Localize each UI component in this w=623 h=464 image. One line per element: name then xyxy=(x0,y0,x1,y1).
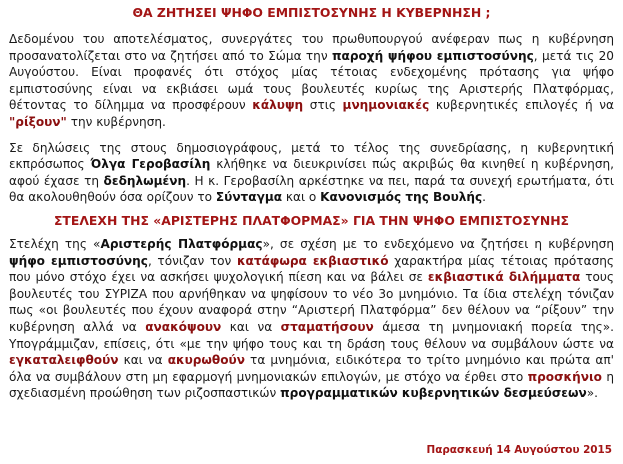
text-run: άμεσα τη μνημονιακή πορεία της». Υπογράμμιζαν, επίσεις, ότι «με την ψήφο τους και τη δράση τους θέλουν να συμβάλουν ώστε να xyxy=(9,319,615,351)
bold-phrase: κατάφωρα εκβιαστικό xyxy=(236,253,389,268)
bold-phrase: εκβιαστικά διλήμματα xyxy=(427,270,581,285)
bold-phrase: εγκαταλειφθούν xyxy=(9,353,119,368)
text-run: », σε σχέση με το ενδεχόμενο να ζητήσει η κυβέρνηση xyxy=(262,236,615,251)
text-run: κλήθηκε να διευκρινίσει πώς ακριβώς θα κινηθεί η κυβέρνηση, αφού έχασε τη xyxy=(9,157,615,188)
text-run: , τόνιζαν τον xyxy=(147,253,237,268)
bold-phrase: Όλγα Γεροβασίλη xyxy=(90,157,211,172)
bold-phrase: κάλυψη xyxy=(252,98,304,113)
text-run: Δεδομένου του αποτελέσματος, συνεργάτες του πρωθυπουργού ανέφεραν πως η κυβέρνηση προσανατολίζεται στο να ζητήσει από το Σώμα την xyxy=(9,32,614,63)
text-run: Σε δηλώσεις της στους δημοσιογράφους, μετά το τέλος της συνεδρίασης, η κυβερνητική εκπρόσωπος xyxy=(9,140,614,172)
bold-phrase: Κανονισμός της Βουλής xyxy=(320,190,483,205)
bold-phrase: προγραμματικών κυβερνητικών δεσμεύσεων xyxy=(280,386,587,401)
bold-phrase: δεδηλωμένη xyxy=(103,173,187,188)
text-run: και να xyxy=(118,353,168,368)
bold-phrase: ψήφο εμπιστοσύνης xyxy=(9,253,148,268)
bold-phrase: μνημονιακές xyxy=(342,98,430,113)
text-run: τα μνημόνια, ειδικότερα το τρίτο μνημόνιο και πρώτα απ' όλα να συμβάλουν στη μη εφαρμογή μνημονιακών επιλογών, με στόχο να έρθει στο xyxy=(9,353,615,384)
bold-phrase: προσκήνιο xyxy=(527,369,602,384)
text-run: την κυβέρνηση. xyxy=(66,114,166,129)
bold-phrase: παροχή ψήφου εμπιστοσύνης xyxy=(331,48,534,63)
text-run: , μετά τις 20 Αυγούστου. Είναι προφανές ότι στόχος μίας τέτοιας ενδεχομένης πρότασης για ψήφο εμπιστοσύνης είναι να εκβιάσει ωμά τους βουλευτές κυρίως της Αριστερής Πλατφόρμας, θέτοντας το δίλημμα να προσφέρουν xyxy=(9,48,614,113)
bold-phrase: "ρίξουν" xyxy=(9,114,67,129)
text-run: και να xyxy=(221,319,281,334)
bold-phrase: ακυρωθούν xyxy=(167,353,245,368)
bold-phrase: Σύνταγμα xyxy=(215,190,283,205)
text-run: ». xyxy=(586,386,598,401)
text-run: η σχεδιασμένη προώθηση των ριζοσπαστικών xyxy=(9,369,614,401)
paragraph-government-intent xyxy=(9,31,614,131)
bold-phrase: ανακόψουν xyxy=(145,319,222,334)
headline-vote-of-confidence: ΘΑ ΖΗΤΗΣΕΙ ΨΗΦΟ ΕΜΠΙΣΤΟΣΥΝΗΣ Η ΚΥΒΕΡΝΗΣΗ ; xyxy=(132,5,491,20)
paragraph-left-platform-reaction xyxy=(9,236,614,402)
publication-date: Παρασκευή 14 Αυγούστου 2015 xyxy=(426,444,612,456)
bold-phrase: Αριστερής Πλατφόρμας xyxy=(100,236,263,251)
text-run: και ο xyxy=(282,190,321,205)
headline-left-platform: ΣΤΕΛΕΧΗ ΤΗΣ «ΑΡΙΣΤΕΡΗΣ ΠΛΑΤΦΟΡΜΑΣ» ΓΙΑ ΤΗΝ ΨΗΦΟ ΕΜΠΙΣΤΟΣΥΝΗΣ xyxy=(53,212,570,228)
text-run: στις xyxy=(303,98,343,113)
text-run: Στελέχη της « xyxy=(9,236,101,251)
text-run: . Η κ. Γεροβασίλη αρκέστηκε να πει, παρά τα συνεχή ερωτήματα, ότι θα ακολουθηθούν όσα ορίζουν το xyxy=(9,173,614,205)
text-run: χαρακτήρα μίας τέτοιας πρότασης που μόνο στόχο έχει να ασκήσει ψυχολογική πίεση και να βάλει σε xyxy=(9,253,614,285)
bold-phrase: σταματήσουν xyxy=(280,319,374,334)
text-run: . xyxy=(482,190,487,205)
paragraph-spokesperson-statement xyxy=(9,140,614,206)
text-run: τους βουλευτές του ΣΥΡΙΖΑ που αρνήθηκαν να ψηφίσουν το νέο 3ο μνημόνιο. Τα ίδια στελέχη τόνιζαν πως «οι βουλευτές που έχουν αναφορά στην “Αριστερή Πλατφόρμα” δεν θέλουν να “ρίξουν” την κυβέρνηση αλλά να xyxy=(9,270,614,334)
text-run: κυβερνητικές επιλογές ή να xyxy=(429,98,614,113)
